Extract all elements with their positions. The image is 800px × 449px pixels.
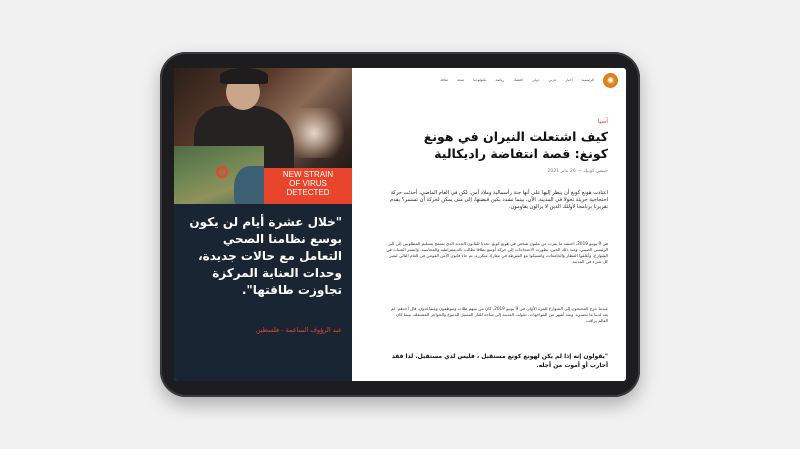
map-image [174,146,264,204]
map-sea [234,166,264,204]
nav-item-6[interactable]: رياضة [495,78,505,82]
nav-item-2[interactable]: أخبار [565,78,573,82]
article-panel [352,68,626,381]
article-lead: اعتادت هونغ كونغ أن ينظر إليها على أنها جنة رأسمالية وملاذ آمن. لكن في العام الماضي، أحدثت حركة احتجاجية جريئة تحولا في المدينة. الآن، بينما تشدد بكين قبضتها، إلى متى يمكن لحركة أن تستمر؟ يقدم تقريرنا برنامجا لأولئك الذين لا يزالون يقاومون. [390,190,608,211]
feature-panel [174,68,352,381]
nav-item-8[interactable]: صحة [456,78,465,82]
virus-label-line-2: OF VIRUS [289,179,327,188]
article-headline: كيف اشتعلت النيران في هونغ كونغ: قصة انتفاضة راديكالية [423,129,608,161]
nav-item-4[interactable]: دولي [531,78,540,82]
article-paragraph-2: عندما خرج المحتجون إلى الشوارع للمرة الأولى في 9 يونيو 2019، كان من بينهم طلاب وموظفون ومتقاعدون. قال أحدهم: لم يعد لدينا ما نخسره. وبعد أشهر من المواجهات، تحولت المدينة إلى ساحة للغاز المسيل للدموع والحواجز المشتعلة، بينما كان العالم يراقب. [390,306,608,324]
article-byline: جيسي كوبيك — 26 يناير 2021 [547,169,608,174]
top-navigation [352,68,626,92]
site-logo-icon[interactable]: ✺ [603,73,618,88]
map-pin-icon [216,166,228,178]
tablet-screen [174,68,626,381]
nav-item-9[interactable]: ثقافة [440,78,448,82]
virus-label-line-3: DETECTED [286,188,330,197]
virus-label-line-1: NEW STRAIN [282,170,334,179]
nav-item-1[interactable]: الرئيسية [581,78,594,82]
nav-item-7[interactable]: تكنولوجيا [473,78,487,82]
feature-quote: "خلال عشرة أيام لن يكون بوسع نظامنا الصحي التعامل مع حالات جديدة، وحدات العناية المركزة تجاوزت طاقتها". [189,215,342,297]
photo-figure-cap [220,68,268,84]
article-pull-quote: "يقولون إنه إذا لم يكن لهونغ كونغ مستقبل ، فليس لدي مستقبل. لذا فقد أحارب أو أموت من أجله. [391,353,608,369]
article-category[interactable]: آسيا [597,118,608,125]
nav-item-3[interactable]: عربي [548,78,557,82]
nav-item-5[interactable]: اقتصاد [513,78,523,82]
tablet-frame [160,52,640,397]
article-paragraph-1: في 9 يونيو 2019، احتشد ما يقرب من مليون شخص في هونغ كونغ. تحديا للقانون الجديد الذي يسمح بتسليم المطلوبين إلى البر الرئيسي الصيني. ومنذ ذلك الحين، تطورت الاحتجاجات إلى حركة أوسع نطاقا تطالب بالديمقراطية والمحاسبة. وانتشر الشباب في الشوارع، وأغلقوا المطار والجامعات، واشتبكوا مع الشرطة في معارك متكررة. ثم جاء قانون الأمن القومي في العام التالي ليغير كل شيء في المدينة. [386,241,608,265]
virus-alert-label [264,168,352,204]
quote-attribution: عبد الرؤوف المناعمة - فلسطين [255,326,342,334]
